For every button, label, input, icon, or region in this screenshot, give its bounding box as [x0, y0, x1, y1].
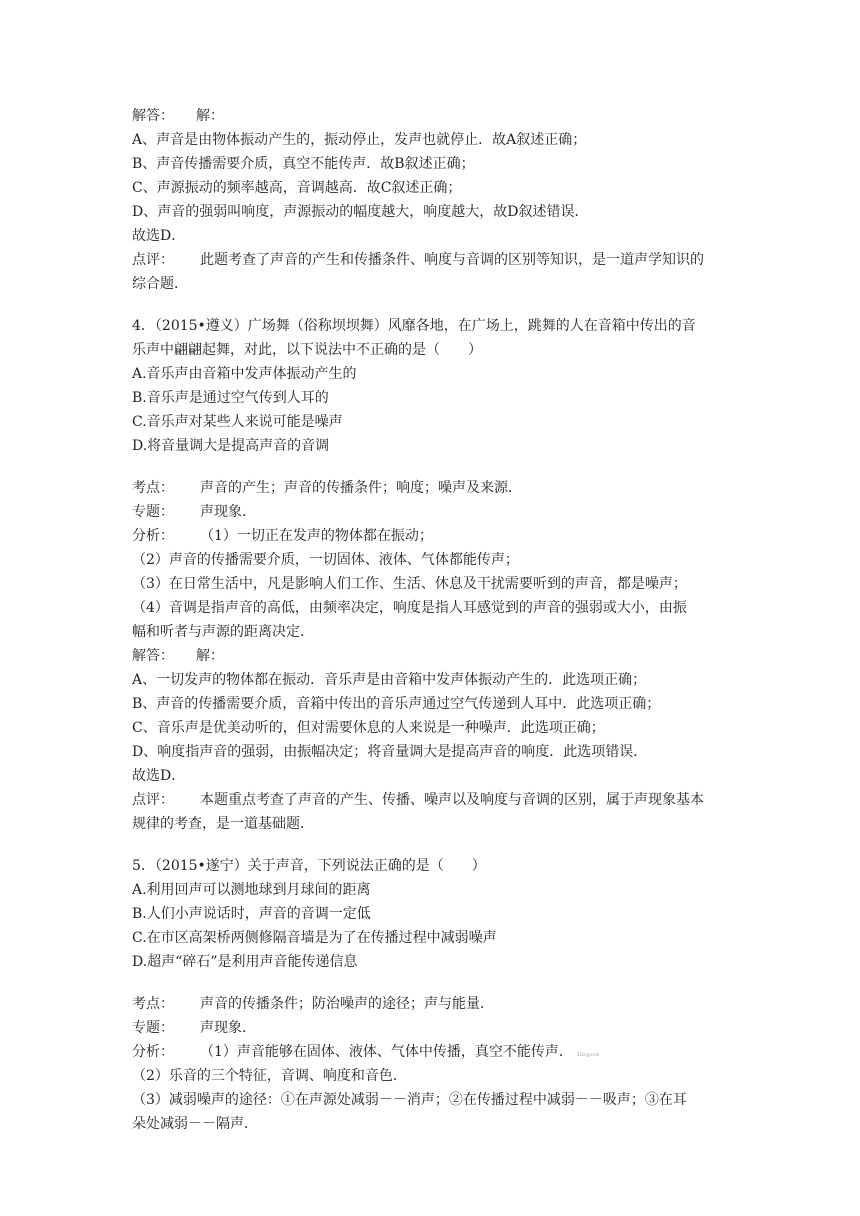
- option-a: A.音乐声由音箱中发声体振动产生的: [132, 366, 357, 382]
- option-b: B.音乐声是通过空气传到人耳的: [132, 390, 329, 406]
- option-d: D.超声“碎石”是利用声音能传递信息: [132, 954, 358, 970]
- question-5-stem: 5．（2015•遂宁）关于声音，下列说法正确的是（ ）: [132, 858, 486, 874]
- comment-label: 点评：: [132, 252, 174, 268]
- fenxi-text: （1）声音能够在固体、液体、气体中传播，真空不能传声．: [200, 1044, 573, 1060]
- zhuanti-text: 声现象．: [200, 504, 256, 520]
- fenxi-text: （1）一切正在发声的物体都在振动；: [200, 528, 433, 544]
- fenxi-line: 朵处减弱－－隔声．: [132, 1116, 258, 1132]
- option-d: D.将音量调大是提高声音的音调: [132, 438, 330, 454]
- fenxi-line: [132, 1042, 732, 1064]
- watermark-text: 21cnjy.com: [576, 1052, 600, 1057]
- kaodian-label: 考点：: [132, 480, 174, 496]
- kaodian-label: 考点：: [132, 996, 174, 1012]
- answer-intro: 解：: [196, 648, 224, 664]
- question-4-stem: 4．（2015•遵义）广场舞（俗称坝坝舞）风靡各地，在广场上，跳舞的人在音箱中传出的音: [132, 318, 696, 334]
- answer-line: A、一切发声的物体都在振动．音乐声是由音箱中发声体振动产生的．此选项正确；: [132, 672, 647, 688]
- zhuanti-label: 专题：: [132, 504, 174, 520]
- option-b: B.人们小声说话时，声音的音调一定低: [132, 906, 371, 922]
- zhuanti-label: 专题：: [132, 1020, 174, 1036]
- fenxi-line: （3）在日常生活中，凡是影响人们工作、生活、休息及干扰需要听到的声音，都是噪声；: [132, 576, 687, 592]
- answer-line: C、声源振动的频率越高，音调越高．故C叙述正确；: [132, 180, 462, 196]
- fenxi-line: （2）声音的传播需要介质，一切固体、液体、气体都能传声；: [132, 552, 519, 568]
- option-c: C.音乐声对某些人来说可能是噪声: [132, 414, 343, 430]
- kaodian-text: 声音的产生；声音的传播条件；响度；噪声及来源．: [200, 480, 522, 496]
- kaodian-line: [132, 478, 732, 500]
- answer-choice: 故选D．: [132, 228, 186, 244]
- answer-label: 解答：: [132, 648, 174, 664]
- answer-line: A、声音是由物体振动产生的，振动停止，发声也就停止．故A叙述正确；: [132, 132, 587, 148]
- option-a: A.利用回声可以测地球到月球间的距离: [132, 882, 371, 898]
- answer-intro: 解：: [196, 108, 224, 124]
- comment-continuation: 规律的考查，是一道基础题．: [132, 816, 314, 832]
- fenxi-line: 幅和听者与声源的距离决定．: [132, 624, 314, 640]
- zhuanti-line: [132, 1018, 732, 1040]
- answer-heading: [132, 646, 732, 668]
- comment-label: 点评：: [132, 792, 174, 808]
- kaodian-line: [132, 994, 732, 1016]
- answer-choice: 故选D．: [132, 768, 186, 784]
- zhuanti-line: [132, 502, 732, 524]
- answer-label: 解答：: [132, 108, 174, 124]
- kaodian-text: 声音的传播条件；防治噪声的途径；声与能量．: [200, 996, 494, 1012]
- fenxi-line: [132, 526, 732, 548]
- zhuanti-text: 声现象．: [200, 1020, 256, 1036]
- comment-line: [132, 790, 732, 812]
- answer-line: B、声音传播需要介质，真空不能传声．故B叙述正确；: [132, 156, 475, 172]
- answer-line: C、音乐声是优美动听的，但对需要休息的人来说是一种噪声．此选项正确；: [132, 720, 605, 736]
- answer-line: D、响度指声音的强弱，由振幅决定；将音量调大是提高声音的响度．此选项错误．: [132, 744, 648, 760]
- answer-line: B、声音的传播需要介质，音箱中传出的音乐声通过空气传递到人耳中．此选项正确；: [132, 696, 661, 712]
- fenxi-line: （2）乐音的三个特征，音调、响度和音色．: [132, 1068, 407, 1084]
- fenxi-line: （4）音调是指声音的高低，由频率决定，响度是指人耳感觉到的声音的强弱或大小，由振: [132, 600, 687, 616]
- option-c: C.在市区高架桥两侧修隔音墙是为了在传播过程中减弱噪声: [132, 930, 497, 946]
- comment-continuation: 综合题．: [132, 276, 188, 292]
- comment-text: 本题重点考查了声音的产生、传播、噪声以及响度与音调的区别，属于声现象基本: [200, 792, 704, 808]
- fenxi-label: 分析：: [132, 1044, 174, 1060]
- fenxi-label: 分析：: [132, 528, 174, 544]
- question-4-stem-continuation: 乐声中翩翩起舞，对此，以下说法中不正确的是（ ）: [132, 342, 482, 358]
- fenxi-line: （3）减弱噪声的途径：①在声源处减弱－－消声；②在传播过程中减弱－－吸声；③在耳: [132, 1092, 687, 1108]
- comment-text: 此题考查了声音的产生和传播条件、响度与音调的区别等知识，是一道声学知识的: [200, 252, 704, 268]
- comment-line: [132, 250, 732, 272]
- answer-heading: [132, 106, 732, 128]
- answer-line: D、声音的强弱叫响度，声源振动的幅度越大，响度越大，故D叙述错误．: [132, 204, 589, 220]
